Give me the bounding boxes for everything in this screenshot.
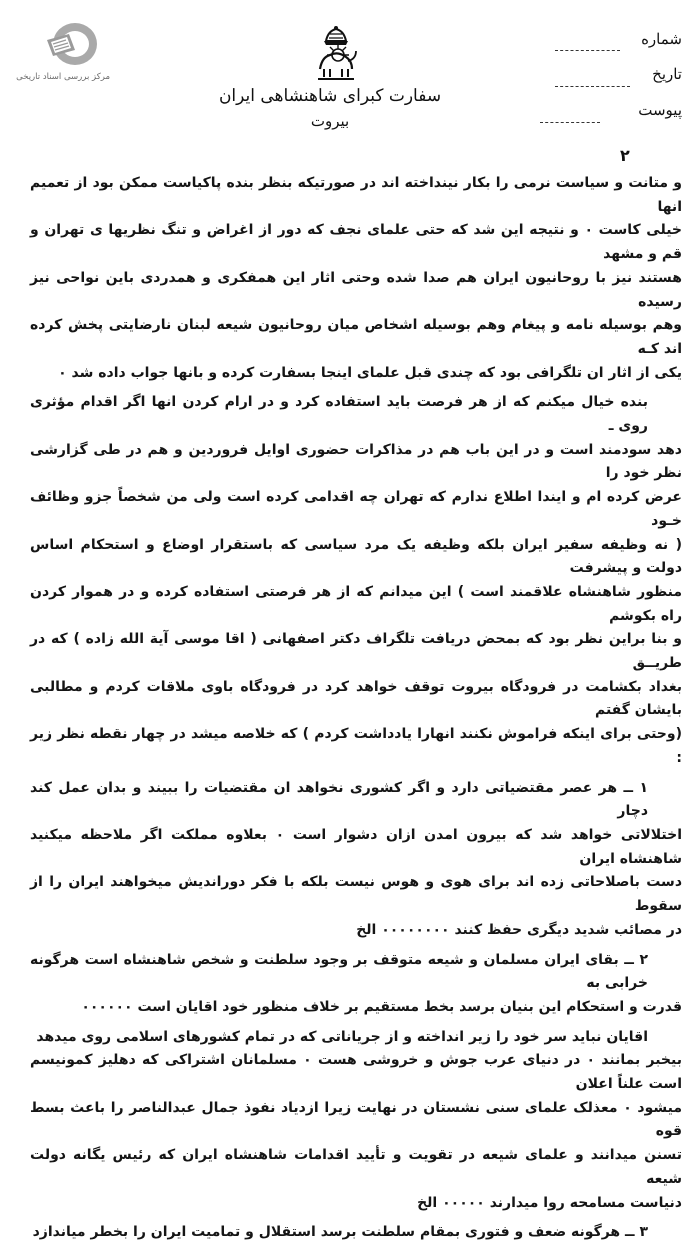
point-3-line: ۳ ــ هرگونه ضعف و فتوری بمقام سلطنت برسد استقلال و تمامیت ایران را بخطر میاندازد — [32, 1224, 648, 1241]
archive-logo — [16, 20, 110, 82]
body-line: ( نه وظیفه سفیر ایران بلکه وظیفه یک مرد سیاسی که باستقرار اوضاع و استحکام اساس دولت و پیشرفت — [30, 536, 682, 577]
archive-caption: مرکز بررسی اسناد تاریخی — [16, 72, 110, 82]
body-line: عرض کرده ام و ایندا اطلاع ندارم که تهران چه اقدامی کرده است ولی من شخصاً جزو وظائف خـود — [30, 489, 682, 529]
body-line: دنیاست مسامحه روا میدارند ۰۰۰۰۰ الخ — [417, 1194, 682, 1211]
body-line: وهم بوسیله نامه و پیغام وهم بوسیله اشخاص میان روحانیون شیعه لبنان نارضایتی پخش کرده اند کـه — [30, 317, 682, 357]
body-line: بغداد بکشامت در فرودگاه بیروت توقف خواهد کرد در فرودگاه باوی ملاقات کردم و مطالبی بایشان گفتم — [30, 678, 682, 719]
body-line: هستند نیز با روحانیون ایران هم صدا شده وحتی اثار این همفکری و همدردی باین نواحی نیز رسیده — [30, 269, 682, 310]
body-line: اختلالاتی خواهد شد که بیرون امدن ازان دشوار است ۰ بعلاوه مملکت اگر ملاحظه میکنید شاهنشاه ایران — [30, 826, 683, 867]
body-line: بیخبر بمانند ۰ در دنیای عرب جوش و خروشی هست ۰ مسلمانان اشتراکی که دهلیز کمونیسم است علناً اعلان — [30, 1052, 682, 1093]
body-line: بنده خیال میکنم که از هر فرصت باید استفاده کرد و در ارام کردن انها اگر اقدام مؤثری روی ـ — [30, 394, 648, 435]
letter-body — [30, 172, 682, 1245]
embassy-city: بیروت — [310, 112, 350, 130]
archive-book-icon — [39, 20, 103, 70]
date-line — [555, 86, 630, 87]
number-line — [555, 50, 620, 51]
point-2-line: ۲ ــ بقای ایران مسلمان و شیعه متوقف بر وجود سلطنت و شخص شاهنشاه است هرگونه خرابی به — [30, 951, 648, 992]
body-line: تسنن میدانند و علمای شیعه در تقویت و تأیید اقدامات شاهنشاه ایران که رئیس یگانه دولت شیعه — [30, 1147, 682, 1187]
lion-and-sun-crown-emblem — [312, 25, 360, 81]
point-1-line: ۱ ــ هر عصر مقتضیاتی دارد و اگر کشوری نخواهد ان مقتضیات را ببیند و بدان عمل کند دچار — [30, 779, 648, 820]
attachment-line — [540, 122, 600, 123]
attachment-label: پیوست — [638, 101, 682, 119]
body-line: میشود ۰ معذلک علمای سنی نشستان در نهایت زیرا ازدیاد نفوذ جمال عبدالناصر را باعث بسط قوه — [30, 1099, 682, 1140]
body-line: قدرت و استحکام این بنیان برسد بخط مستقیم بر خلاف منظور خود اقایان است ۰۰۰۰۰۰ — [81, 998, 682, 1015]
number-label: شماره — [641, 30, 682, 48]
date-field — [542, 65, 682, 91]
body-line: منظور شاهنشاه علاقمند است ) این میدانم که از هر فرصتی استفاده کرده و در هموار کردن راه بکوشم — [30, 583, 682, 624]
embassy-name: سفارت کبرای شاهنشاهی ایران — [218, 86, 442, 106]
body-line: خیلی کاست ۰ و نتیجه این شد که حتی علمای نجف که دور از اغراض و تنگ نظریها ی تهران و قم و مشهد — [30, 222, 682, 263]
body-line: و متانت و سیاست نرمی را بکار نینداخته اند در صورتیکه بنظر بنده پاکیاست ممکن بود از تعمیم انها — [30, 175, 682, 215]
attachment-field — [542, 101, 682, 127]
body-line: و بنا براین نظر بود که بمحض دریافت تلگراف دکتر اصفهانی ( اقا موسی آیة الله زاده ) که در طریــق — [30, 631, 682, 672]
body-line: اقایان نباید سر خود را زیر انداخته و از جریاناتی که در تمام کشورهای اسلامی روی میدهد — [36, 1028, 648, 1045]
number-field — [542, 30, 682, 56]
body-line: در مصائب شدید دیگری حفظ کنند ۰۰۰۰۰۰۰۰ الخ — [356, 921, 682, 938]
body-line: (وحتی برای اینکه فراموش نکنند انهارا یادداشت کردم ) که خلاصه میشد در چهار نقطه نظر زیر : — [30, 726, 682, 766]
body-line: دهد سودمند است و در این باب هم در مذاکرات حضوری اوایل فروردین و هم در طی گزارشی نظر خود را — [30, 441, 682, 482]
date-label: تاریخ — [652, 65, 682, 83]
page-number: ۲ — [620, 146, 630, 165]
body-line: دست باصلاحاتی زده اند برای هوی و هوس نیست بلکه با فکر دوراندیش میخواهند ایران را از سقوط — [30, 874, 682, 915]
body-line: یکی از اثار ان تلگرافی بود که چندی قبل علمای اینجا بسفارت کرده و بانها جواب داده شد ۰ — [58, 364, 682, 381]
